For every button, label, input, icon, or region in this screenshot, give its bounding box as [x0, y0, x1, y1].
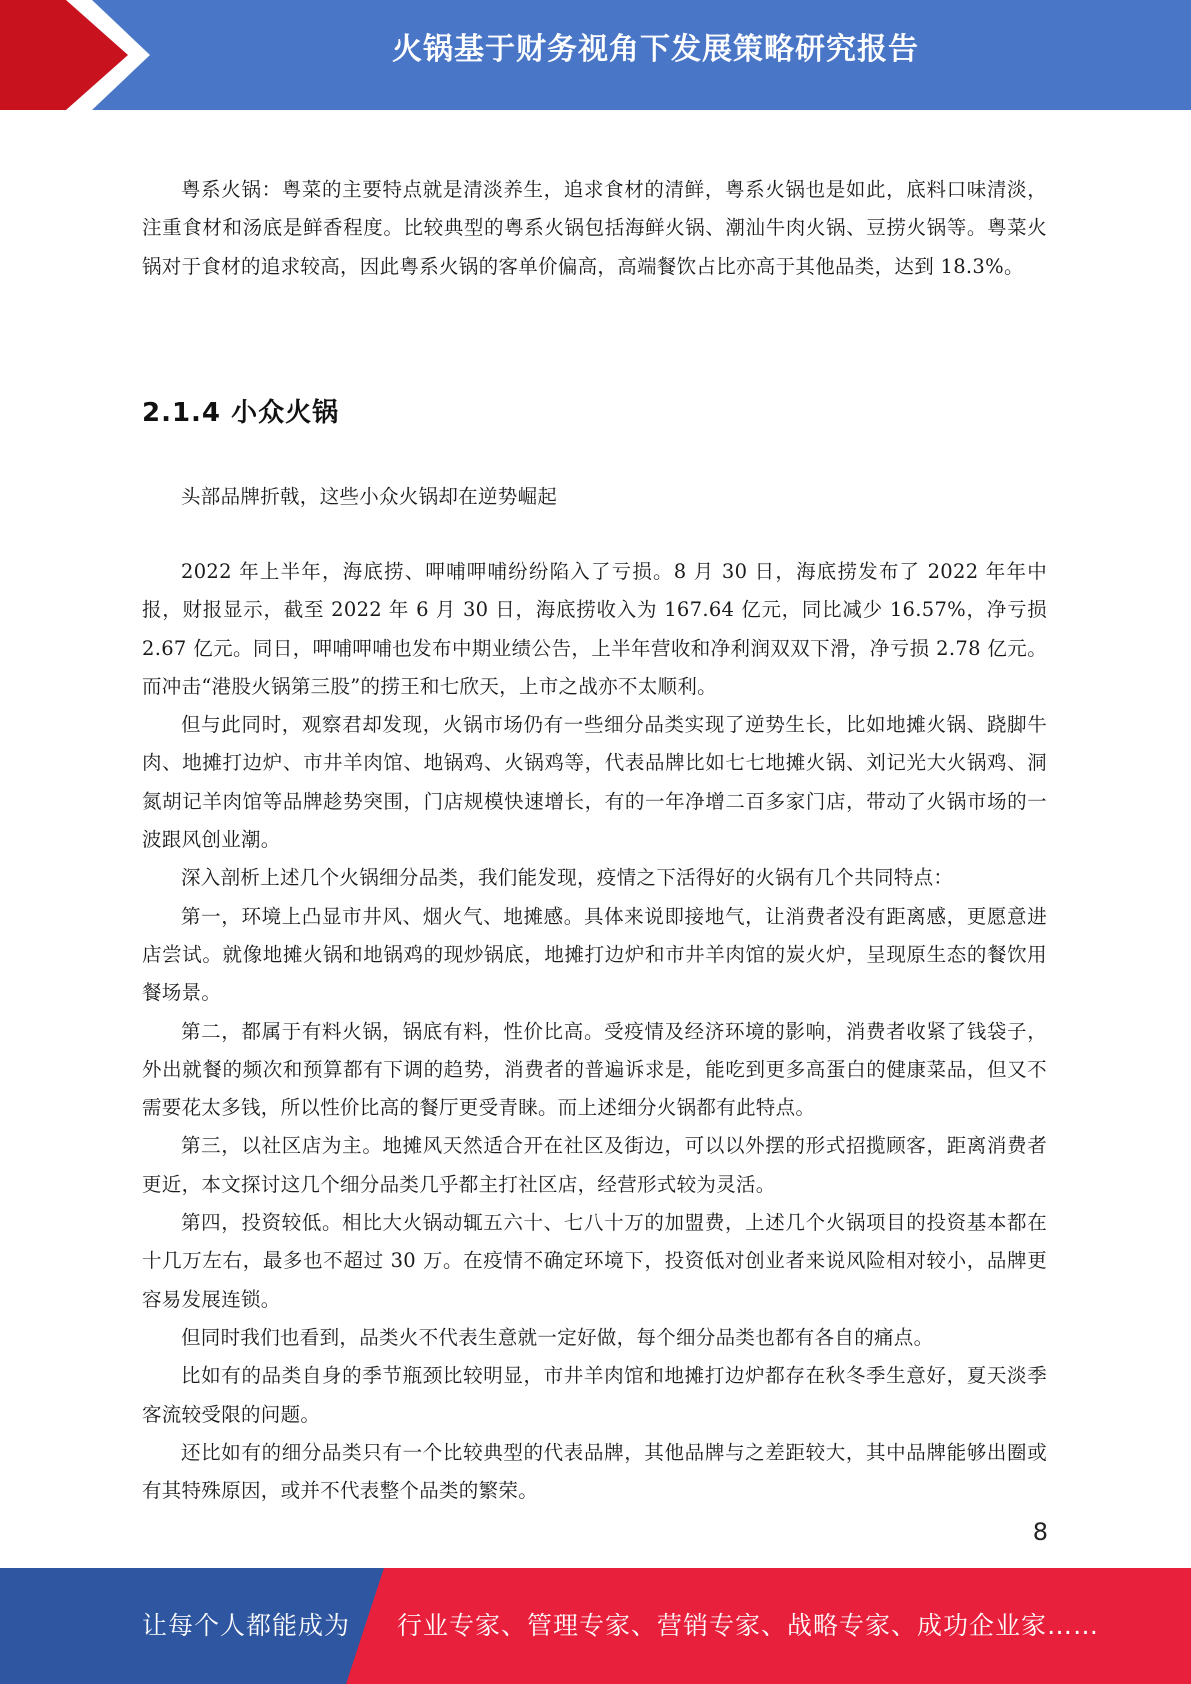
page-footer: [0, 1568, 1191, 1684]
report-title: 火锅基于财务视角下发展策略研究报告: [392, 32, 919, 67]
page-number: 8: [1032, 1518, 1048, 1546]
body-paragraph: 深入剖析上述几个火锅细分品类，我们能发现，疫情之下活得好的火锅有几个共同特点：: [181, 866, 954, 890]
body-paragraph: 第一，环境上凸显市井风、烟火气、地摊感。具体来说即接地气，让消费者没有距离感，更愿意进店尝试。就像地摊火锅和地锅鸡的现炒锅底，地摊打边炉和市井羊肉馆的炭火炉，呈现原生态的餐饮用餐场景。: [142, 904, 1047, 1005]
body-paragraph: 第四，投资较低。相比大火锅动辄五六十、七八十万的加盟费，上述几个火锅项目的投资基本都在十几万左右，最多也不超过 30 万。在疫情不确定环境下，投资低对创业者来说风险相对较小，品牌更容易发展连锁。: [142, 1211, 1047, 1311]
body-paragraph: 但与此同时，观察君却发现，火锅市场仍有一些细分品类实现了逆势生长，比如地摊火锅、跷脚牛肉、地摊打边炉、市井羊肉馆、地锅鸡、火锅鸡等，代表品牌比如七七地摊火锅、刘记光大火锅鸡、洞氮胡记羊肉馆等品牌趁势突围，门店规模快速增长，有的一年净增二百多家门店，带动了火锅市场的一波跟风创业潮。: [142, 713, 1047, 852]
footer-slogan-left: 让每个人都能成为: [142, 1611, 351, 1640]
body-paragraph: 第三，以社区店为主。地摊风天然适合开在社区及街边，可以以外摆的形式招揽顾客，距离消费者更近，本文探讨这几个细分品类几乎都主打社区店，经营形式较为灵活。: [142, 1134, 1047, 1196]
body-paragraph: 还比如有的细分品类只有一个比较典型的代表品牌，其他品牌与之差距较大，其中品牌能够出圈或有其特殊原因，或并不代表整个品类的繁荣。: [142, 1440, 1047, 1503]
body-paragraph: 但同时我们也看到，品类火不代表生意就一定好做，每个细分品类也都有各自的痛点。: [181, 1325, 934, 1349]
intro-paragraph: 粤系火锅：粤菜的主要特点就是清淡养生，追求食材的清鲜，粤系火锅也是如此，底料口味清淡，注重食材和汤底是鲜香程度。比较典型的粤系火锅包括海鲜火锅、潮汕牛肉火锅、豆捞火锅等。粤菜火锅对于食材的追求较高，因此粤系火锅的客单价偏高，高端餐饮占比亦高于其他品类，达到 18.3%。: [142, 178, 1047, 278]
section-heading: 2.1.4 小众火锅: [142, 398, 340, 428]
page-header: [0, 0, 1191, 110]
section-subtitle-block: [142, 478, 1047, 516]
body-paragraph: 第二，都属于有料火锅，锅底有料，性价比高。受疫情及经济环境的影响，消费者收紧了钱袋子，外出就餐的频次和预算都有下调的趋势，消费者的普遍诉求是，能吃到更多高蛋白的健康菜品，但又不需要花太多钱，所以性价比高的餐厅更受青睐。而上述细分火锅都有此特点。: [142, 1019, 1047, 1120]
body-paragraph: 比如有的品类自身的季节瓶颈比较明显，市井羊肉馆和地摊打边炉都存在秋冬季生意好，夏天淡季客流较受限的问题。: [142, 1364, 1047, 1426]
section-body: [142, 553, 1047, 1510]
section-subtitle: 头部品牌折戟，这些小众火锅却在逆势崛起: [181, 485, 558, 508]
footer-slogan-right: 行业专家、管理专家、营销专家、战略专家、成功企业家……: [397, 1611, 1100, 1640]
intro-section: [142, 171, 1047, 286]
body-paragraph: 2022 年上半年，海底捞、呷哺呷哺纷纷陷入了亏损。8 月 30 日，海底捞发布了 2022 年年中报，财报显示，截至 2022 年 6 月 30 日，海底捞收入为 167.64 亿元，同比减少 16.57%，净亏损 2.67 亿元。同日，呷哺呷哺也发布中期业绩公告，上半年营收和净利润双双下滑，净亏损 2.78 亿元。而冲击“港股火锅第三股”的捞王和七欣天，上市之战亦不太顺利。: [142, 560, 1047, 698]
